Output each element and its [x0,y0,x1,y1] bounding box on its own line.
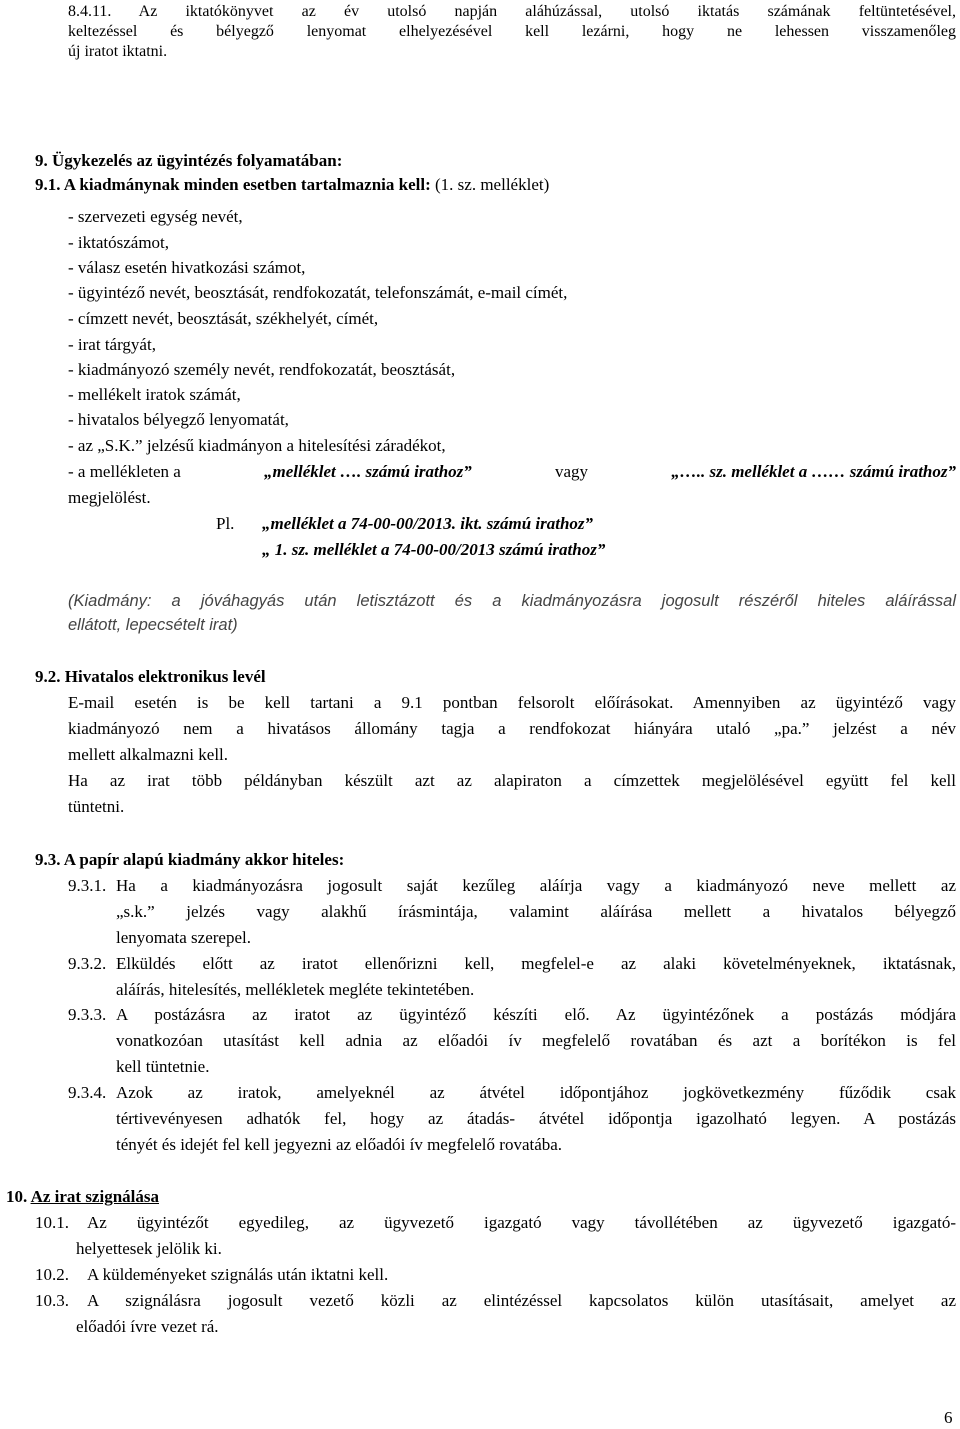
megjeloles: megjelölést. [68,488,151,507]
section-9-heading: 9. Ügykezelés az ügyintézés folyamatában: [35,151,343,170]
list-item: - mellékelt iratok számát, [68,385,241,404]
item-102-number: 10.2. [35,1265,69,1284]
section-93-heading: 9.3. A papír alapú kiadmány akkor hiteles: [35,850,345,869]
item-932-number: 9.3.2. [68,954,107,973]
para-8411-line1: 8.4.11. Az iktatókönyvet az év utolsó napján aláhúzással, utolsó iktatás számának feltüntetésével, [68,3,956,20]
item-934-number: 9.3.4. [68,1083,107,1102]
pl-label: Pl. [216,514,235,533]
example-1-part-b: számú irathoz” [486,514,594,533]
item-933-line2: vonatkozóan utasítást kell adnia az előadói ív megfelelő rovatában és azt a borítékon is fel [116,1031,956,1050]
item-931-number: 9.3.1. [68,876,107,895]
list-item: - irat tárgyát, [68,335,156,354]
melleklet-line-text2: „melléklet …. számú irathoz” [264,462,472,481]
list-item: - az „S.K.” jelzésű kiadmányon a hitelesítési záradékot, [68,436,446,455]
example-2 [262,539,605,560]
example-2-part-c: számú irathoz” [499,540,606,559]
section-10-title: Az irat szignálása [30,1187,159,1206]
para-8411-line2: keltezéssel és bélyegző lenyomat elhelyezésével kell lezárni, hogy ne lehessen visszamenőleg [68,23,956,40]
item-101-line2: helyettesek jelölik ki. [76,1239,222,1258]
example-2-part-a: „ 1. sz. [262,540,310,559]
item-931-line3: lenyomata szerepel. [116,928,251,947]
section-92-heading: 9.2. Hivatalos elektronikus levél [35,667,266,686]
item-101-number: 10.1. [35,1213,69,1232]
item-102-line1: A küldeményeket szignálás után iktatni kell. [87,1265,389,1284]
item-934-line2: tértivevényesen adhatók fel, hogy az átadás- átvétel időpontja igazolható legyen. A postázás [116,1109,956,1128]
item-933-line3: kell tüntetnie. [116,1057,210,1076]
item-933-number: 9.3.3. [68,1005,107,1024]
list-item: - címzett nevét, beosztását, székhelyét, címét, [68,309,379,328]
item-103-line2: előadói ívre vezet rá. [76,1317,219,1336]
item-101-line1: Az ügyintézőt egyedileg, az ügyvezető igazgató vagy távollétében az ügyvezető igazgató- [87,1213,956,1232]
list-item: - iktatószámot, [68,233,170,252]
melleklet-line-text3: vagy [554,462,589,481]
item-932-line2: aláírás, hitelesítés, mellékletek megléte tekintetében. [116,980,475,999]
para-92-line4: Ha az irat több példányban készült azt az alapiraton a címzettek megjelölésével együtt fel kell [68,771,956,790]
item-103-line1: A szignálásra jogosult vezető közli az elintézéssel kapcsolatos külön utasításait, amelyet az [87,1291,956,1310]
section-10-number: 10. [6,1187,28,1206]
section-91-ref: (1. sz. melléklet) [435,175,550,194]
list-item: - ügyintéző nevét, beosztását, rendfokozatát, telefonszámát, e-mail címét, [68,283,568,302]
para-92-line2: kiadmányozó nem a hivatásos állomány tagja a rendfokozat hiányára utaló „pa.” jelzést a név [68,719,956,738]
item-103-number: 10.3. [35,1291,69,1310]
section-10-heading [6,1186,159,1207]
item-932-line1: Elküldés előtt az iratot ellenőrizni kell, megfelel-e az alaki követelményeknek, iktatásnak, [116,954,956,973]
para-8411-line3: új iratot iktatni. [68,43,168,60]
para-92-line1: E-mail esetén is be kell tartani a 9.1 pontban felsorolt előírásokat. Amennyiben az ügyintéző vagy [68,693,956,712]
para-92-line5: tüntetni. [68,797,125,816]
list-item: - kiadmányozó személy nevét, rendfokozatát, beosztását, [68,360,456,379]
item-931-line2: „s.k.” jelzés vagy alakhű írásmintája, valamint aláírása mellett a hivatalos bélyegző [116,902,956,921]
kiadmany-note-line1: (Kiadmány: a jóváhagyás után letisztázott és a kiadmányozásra jogosult részéről hiteles aláírással [68,592,956,610]
melleklet-line-text4: „….. sz. melléklet a …… számú irathoz” [671,462,956,481]
section-91-heading [35,174,549,195]
melleklet-line-text1: - a mellékleten a [68,462,181,481]
item-934-line1: Azok az iratok, amelyeknél az átvétel időpontjához jogkövetkezmény fűződik csak [116,1083,956,1102]
item-931-line1: Ha a kiadmányozásra jogosult saját kezűleg aláírja vagy a kiadmányozó neve mellett az [116,876,956,895]
item-933-line1: A postázásra az iratot az ügyintéző készíti elő. Az ügyintézőnek a postázás módjára [116,1005,956,1024]
list-item: - válasz esetén hivatkozási számot, [68,258,306,277]
melleklet-line [68,461,956,482]
list-item: - hivatalos bélyegző lenyomatát, [68,410,289,429]
para-92-line3: mellett alkalmazni kell. [68,745,229,764]
page-number: 6 [944,1408,953,1427]
section-91-title: 9.1. A kiadmánynak minden esetben tartalmaznia kell: [35,175,431,194]
example-1-part-a: „melléklet a 74-00-00/2013. ikt. [262,514,483,533]
example-1 [262,513,593,534]
item-934-line3: tényét és idejét fel kell jegyezni az előadói ív megfelelő rovatába. [116,1135,563,1154]
example-2-part-b: melléklet a 74-00-00/2013 [313,540,495,559]
list-item: - szervezeti egység nevét, [68,207,243,226]
kiadmany-note-line2: ellátott, lepecsételt irat) [68,616,238,634]
